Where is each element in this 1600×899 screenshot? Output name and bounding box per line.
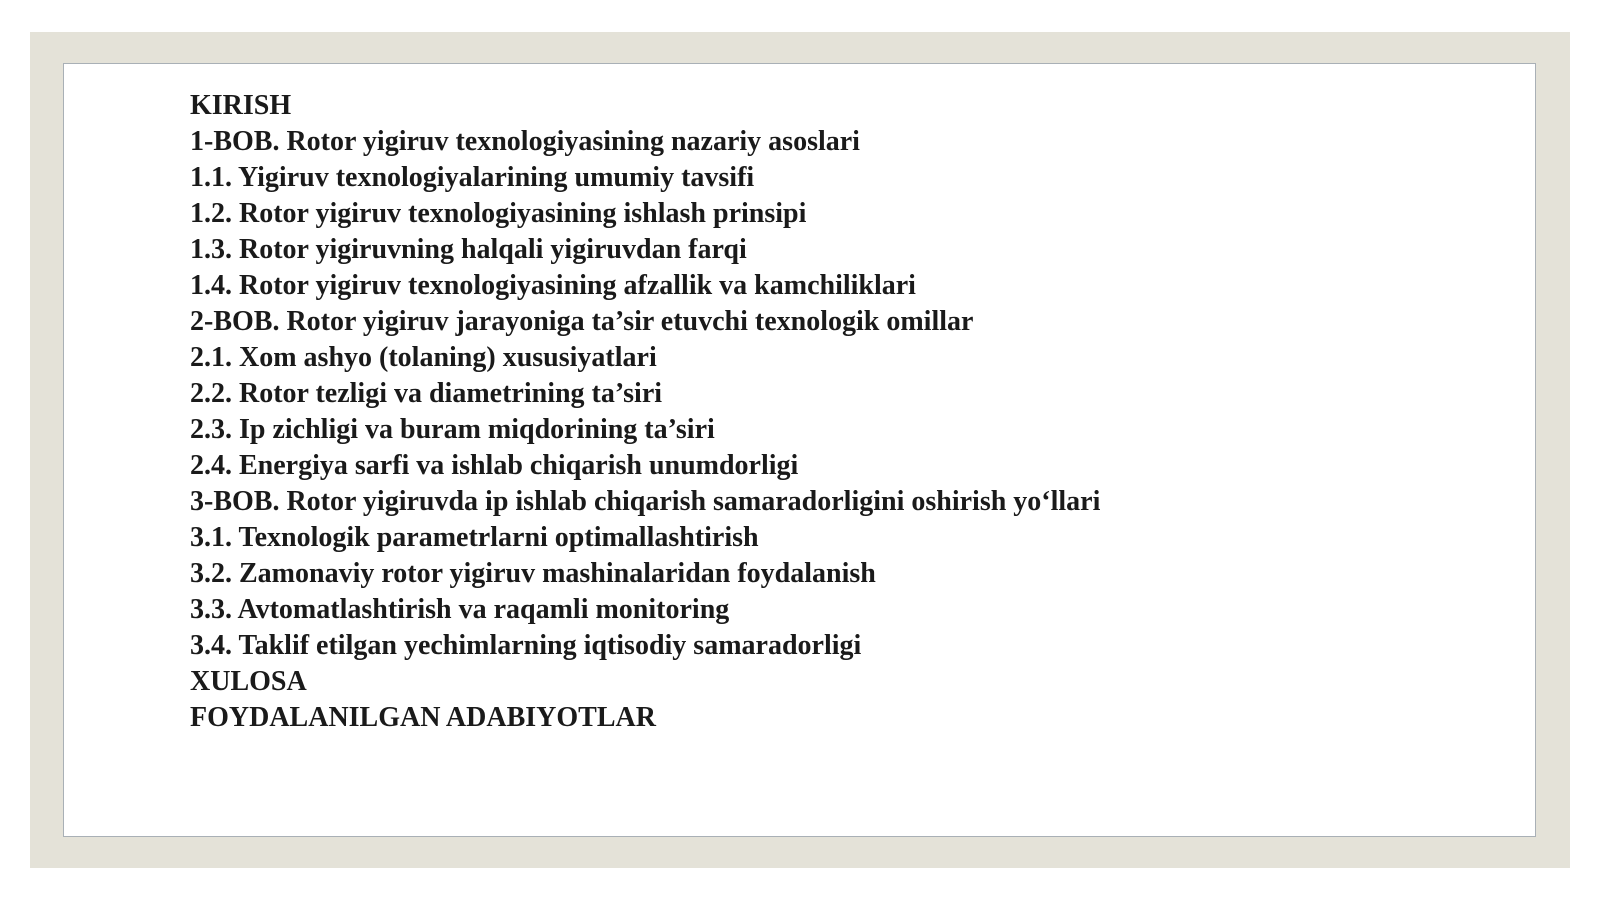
- toc-item-chapter-3: 3-BOB. Rotor yigiruvda ip ishlab chiqarish samaradorligini oshirish yo‘llari: [190, 486, 1101, 517]
- toc-item-3-3: 3.3. Avtomatlashtirish va raqamli monitoring: [190, 594, 730, 625]
- slide-content-area: [63, 63, 1536, 837]
- toc-item-xulosa: XULOSA: [190, 666, 307, 697]
- toc-item-1-1: 1.1. Yigiruv texnologiyalarining umumiy tavsifi: [190, 162, 755, 193]
- toc-item-1-4: 1.4. Rotor yigiruv texnologiyasining afzallik va kamchiliklari: [190, 270, 916, 301]
- table-of-contents: [190, 88, 1100, 736]
- toc-item-chapter-2: 2-BOB. Rotor yigiruv jarayoniga ta’sir etuvchi texnologik omillar: [190, 306, 974, 337]
- toc-item-2-1: 2.1. Xom ashyo (tolaning) xususiyatlari: [190, 342, 657, 373]
- toc-item-kirish: KIRISH: [190, 90, 292, 121]
- toc-item-2-2: 2.2. Rotor tezligi va diametrining ta’siri: [190, 378, 663, 409]
- toc-item-2-3: 2.3. Ip zichligi va buram miqdorining ta’siri: [190, 414, 715, 445]
- toc-item-3-2: 3.2. Zamonaviy rotor yigiruv mashinalaridan foydalanish: [190, 558, 876, 589]
- toc-item-chapter-1: 1-BOB. Rotor yigiruv texnologiyasining nazariy asoslari: [190, 126, 860, 157]
- toc-item-1-3: 1.3. Rotor yigiruvning halqali yigiruvdan farqi: [190, 234, 747, 265]
- toc-item-references: FOYDALANILGAN ADABIYOTLAR: [190, 702, 656, 733]
- slide-frame: [30, 32, 1570, 868]
- toc-item-1-2: 1.2. Rotor yigiruv texnologiyasining ishlash prinsipi: [190, 198, 807, 229]
- toc-item-3-4: 3.4. Taklif etilgan yechimlarning iqtisodiy samaradorligi: [190, 630, 862, 661]
- toc-item-3-1: 3.1. Texnologik parametrlarni optimallashtirish: [190, 522, 759, 553]
- toc-item-2-4: 2.4. Energiya sarfi va ishlab chiqarish unumdorligi: [190, 450, 799, 481]
